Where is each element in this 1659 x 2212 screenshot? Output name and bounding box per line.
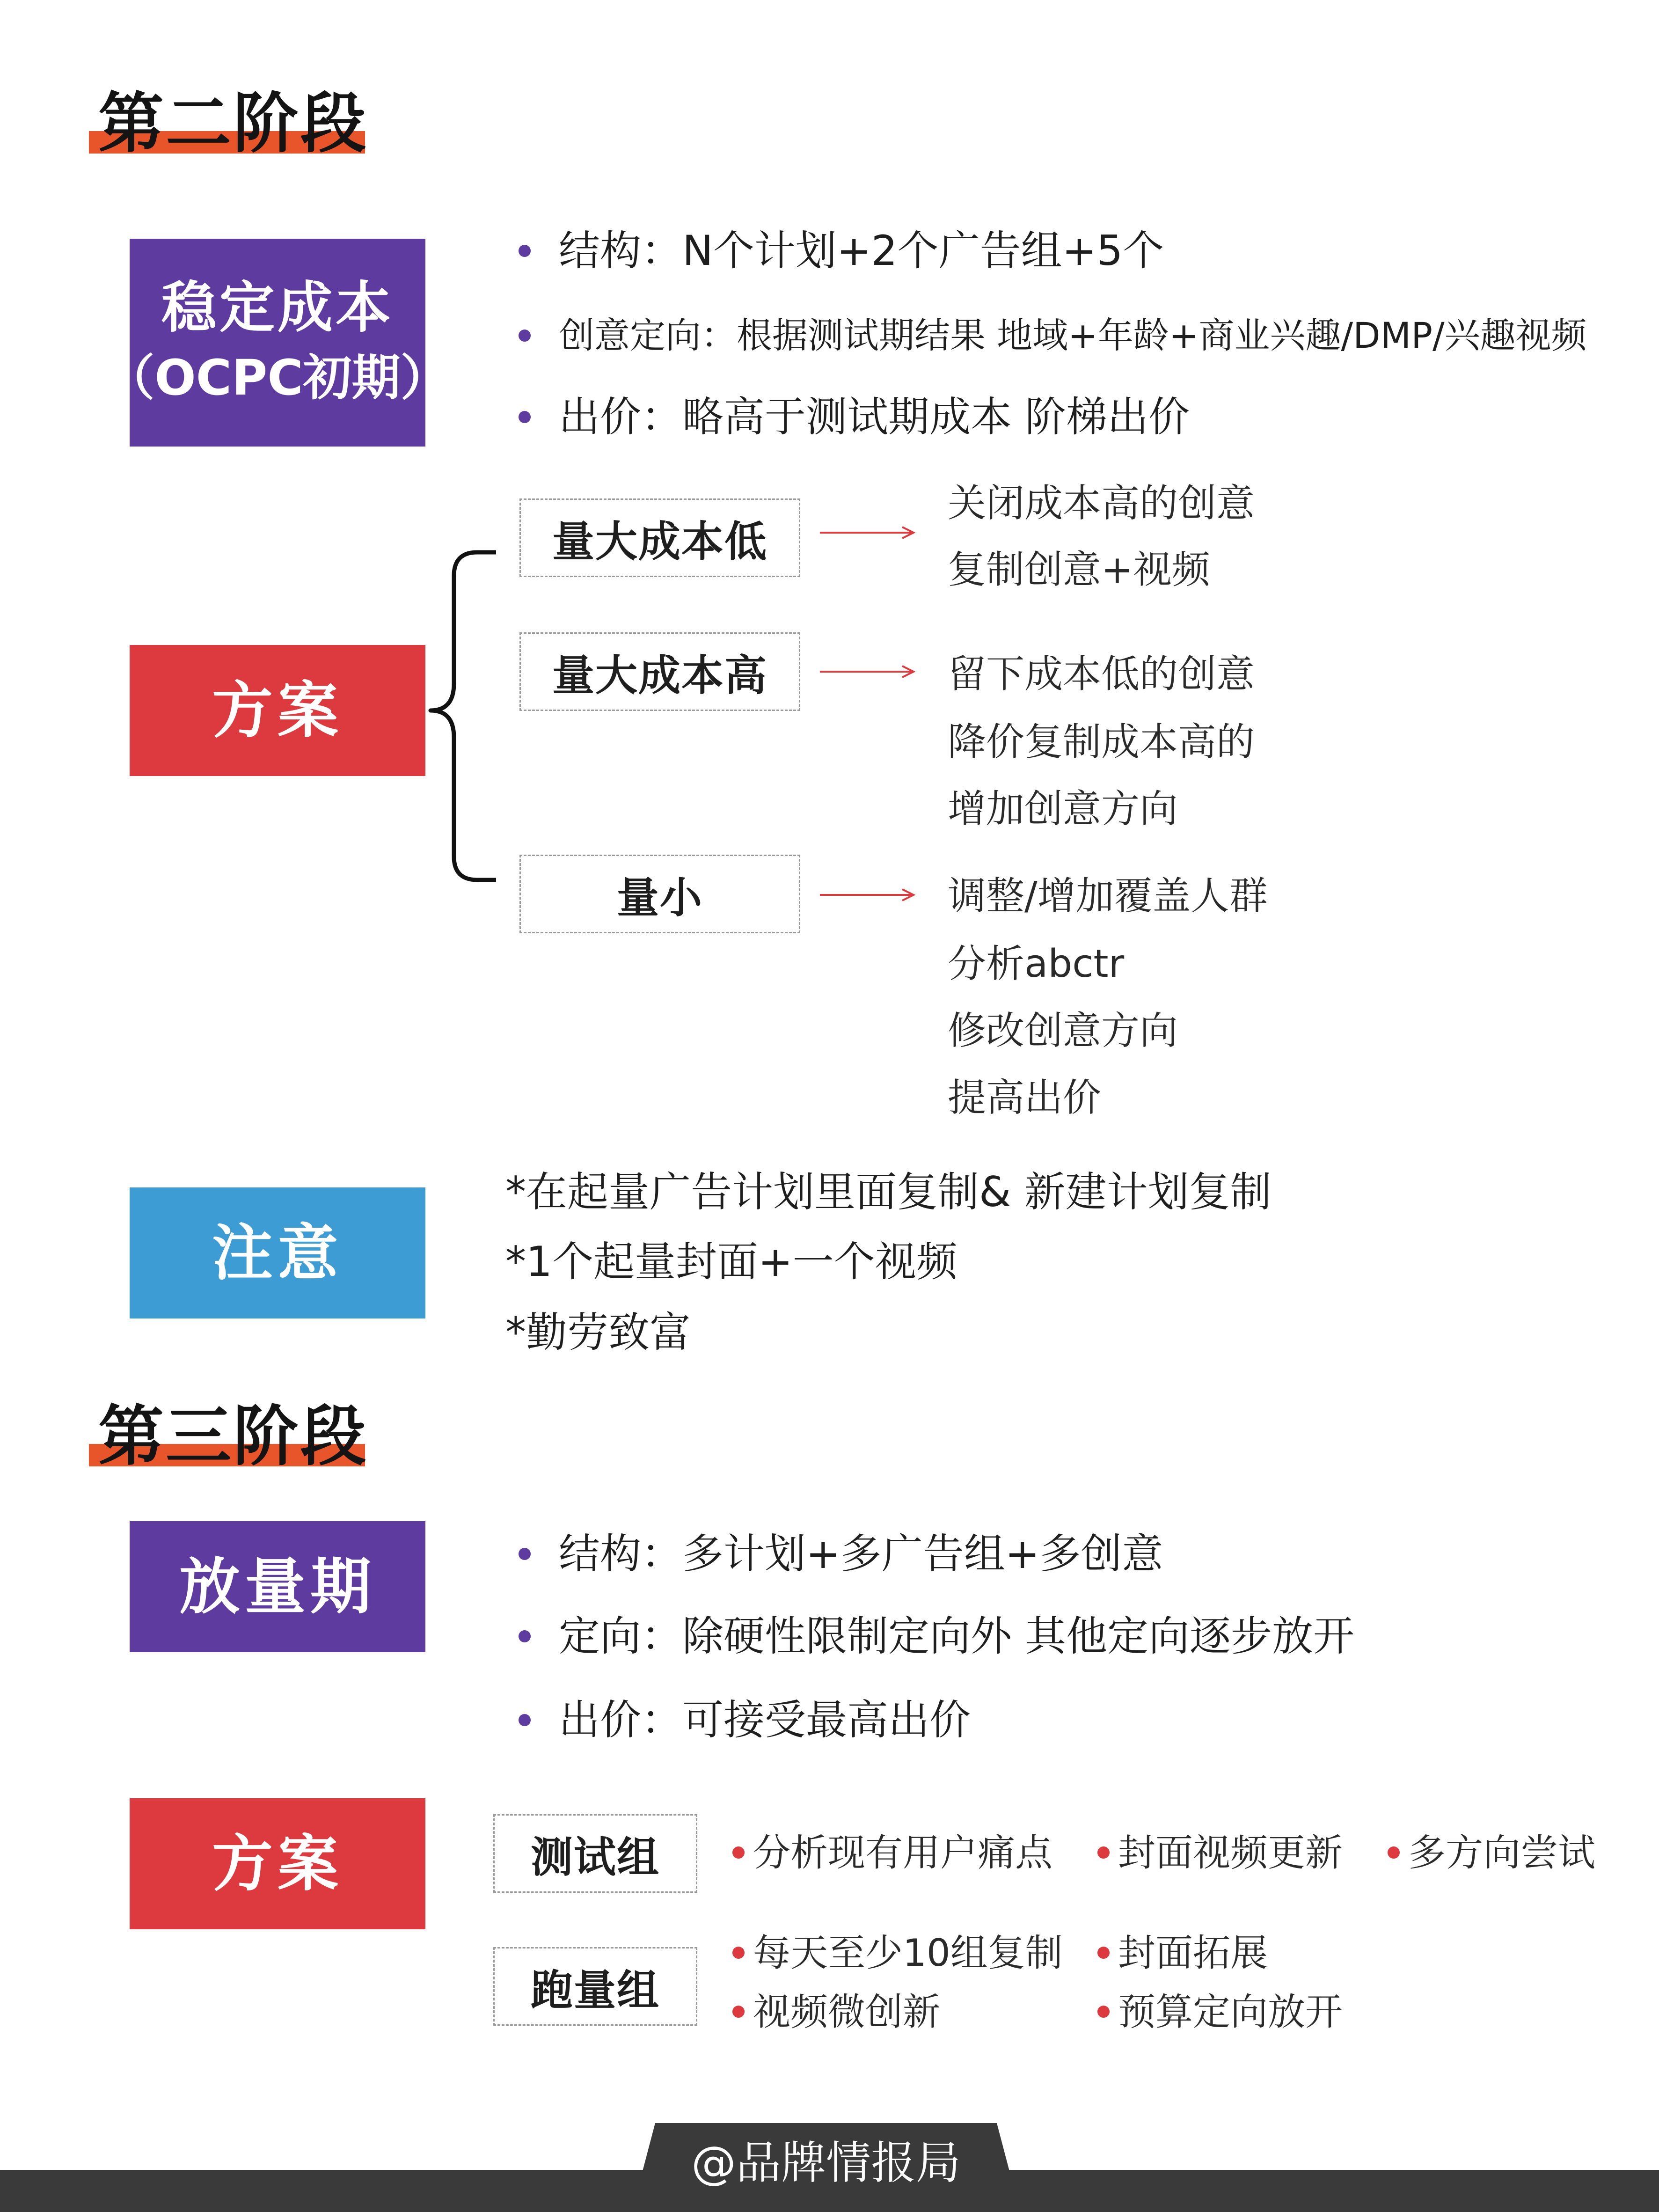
scale-up-label: 放量期 — [179, 1551, 376, 1622]
branch2-result: 降价复制成本高的 — [948, 720, 1255, 764]
volume-group-box: 跑量组 — [493, 1947, 697, 2026]
red-bullet-dot — [732, 1947, 745, 1959]
branch3-result: 调整/增加覆盖人群 — [948, 874, 1268, 918]
branch1-result: 复制创意+视频 — [948, 548, 1210, 592]
note-line: *1个起量封面+一个视频 — [505, 1238, 957, 1286]
branch-high-volume-high-cost: 量大成本高 — [519, 632, 800, 711]
red-bullet-dot — [732, 1846, 745, 1859]
stage2-plan-box — [130, 645, 425, 776]
stage3-plan-label: 方案 — [212, 1828, 343, 1899]
scale-up-box — [130, 1521, 425, 1652]
note-line: *勤劳致富 — [505, 1308, 691, 1356]
branch-connector-graphic — [412, 534, 973, 899]
arrow-right-icon — [819, 662, 922, 681]
stage3-plan-box — [130, 1798, 425, 1929]
bullet-dot — [519, 1630, 531, 1642]
branch3-result: 分析abctr — [948, 942, 1125, 986]
stage3-heading — [98, 1397, 368, 1477]
bullet-dot — [519, 1714, 531, 1726]
bullet-dot — [519, 330, 531, 342]
arrow-right-icon — [819, 886, 922, 904]
test-group-box: 测试组 — [493, 1814, 697, 1893]
red-bullet-dot — [1097, 1846, 1110, 1859]
volume-group-item: 预算定向放开 — [1097, 1986, 1343, 2038]
volume-group-item: 视频微创新 — [732, 1986, 940, 2038]
bullet-dot — [519, 411, 531, 423]
stage3-bullet-bid: 出价：可接受最高出价 — [519, 1692, 971, 1748]
footer-watermark: @品牌情报局 — [691, 2137, 961, 2189]
stage3-title: 第三阶段 — [98, 1399, 368, 1475]
stable-cost-subtitle: （OCPC初期） — [106, 349, 449, 406]
test-group-item: 多方向尝试 — [1388, 1827, 1595, 1879]
red-bullet-dot — [1388, 1846, 1400, 1859]
red-bullet-dot — [1097, 2006, 1110, 2018]
stable-cost-box — [106, 239, 449, 447]
stable-cost-title: 稳定成本 — [161, 275, 394, 340]
stage2-title: 第二阶段 — [98, 86, 368, 162]
bullet-dot — [519, 1548, 531, 1560]
stage2-bullet-targeting: 创意定向：根据测试期结果 地域+年龄+商业兴趣/DMP/兴趣视频 — [519, 308, 1587, 364]
note-box — [130, 1187, 425, 1318]
volume-group-item: 封面拓展 — [1097, 1927, 1268, 1979]
stage2-bullet-bid: 出价：略高于测试期成本 阶梯出价 — [519, 389, 1190, 445]
branch-low-volume: 量小 — [519, 855, 800, 933]
red-bullet-dot — [1097, 1947, 1110, 1959]
arrow-right-icon — [819, 523, 922, 542]
branch2-result: 留下成本低的创意 — [948, 652, 1255, 696]
stage2-bullet-structure: 结构：N个计划+2个广告组+5个 — [519, 223, 1164, 279]
stage2-plan-label: 方案 — [212, 675, 343, 746]
stage3-bullet-structure: 结构：多计划+多广告组+多创意 — [519, 1526, 1163, 1582]
volume-group-item: 每天至少10组复制 — [732, 1927, 1063, 1979]
note-line: *在起量广告计划里面复制& 新建计划复制 — [505, 1168, 1272, 1216]
branch1-result: 关闭成本高的创意 — [948, 481, 1255, 526]
branch3-result: 提高出价 — [948, 1076, 1102, 1120]
test-group-item: 分析现有用户痛点 — [732, 1827, 1052, 1879]
stage3-bullet-targeting: 定向：除硬性限制定向外 其他定向逐步放开 — [519, 1608, 1354, 1664]
branch3-result: 修改创意方向 — [948, 1009, 1178, 1053]
test-group-item: 封面视频更新 — [1097, 1827, 1343, 1879]
bullet-dot — [519, 245, 531, 257]
branch-high-volume-low-cost: 量大成本低 — [519, 498, 800, 577]
branch2-result: 增加创意方向 — [948, 787, 1178, 831]
note-label: 注意 — [212, 1217, 343, 1289]
stage2-heading — [98, 84, 368, 164]
curly-brace — [431, 552, 496, 880]
red-bullet-dot — [732, 2006, 745, 2018]
